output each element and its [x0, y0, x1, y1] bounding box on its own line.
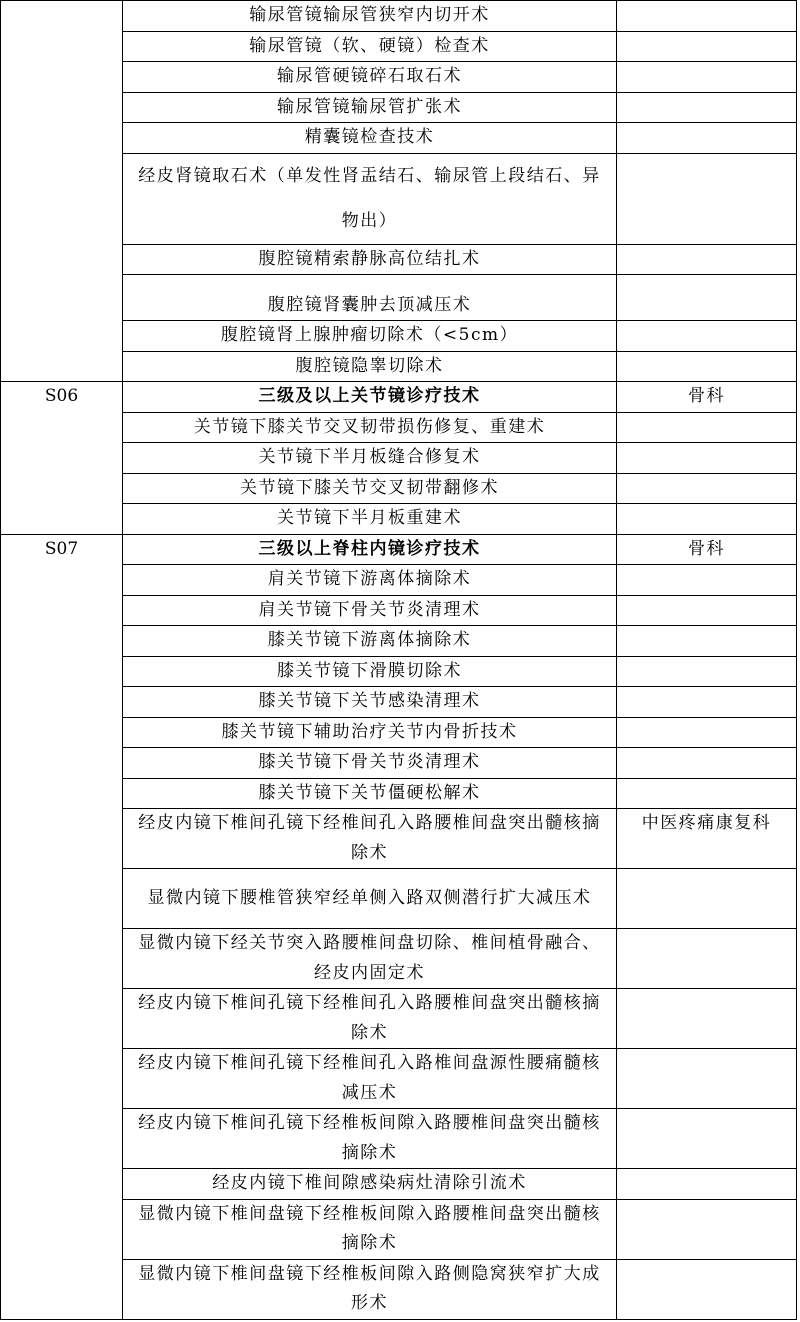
- procedure-name-cell: 腹腔镜肾上腺肿瘤切除术（<5cm）: [123, 321, 617, 352]
- department-cell: 骨科: [617, 534, 797, 565]
- department-cell: [617, 123, 797, 154]
- department-cell: [617, 748, 797, 779]
- procedure-name-cell: 经皮肾镜取石术（单发性肾盂结石、输尿管上段结石、异物出）: [123, 153, 617, 244]
- procedure-name-cell: 输尿管硬镜碎石取石术: [123, 62, 617, 93]
- procedure-name-cell: 关节镜下半月板缝合修复术: [123, 443, 617, 474]
- department-cell: [617, 1259, 797, 1319]
- procedure-name-cell: 膝关节镜下骨关节炎清理术: [123, 748, 617, 779]
- department-cell: [617, 989, 797, 1049]
- department-cell: [617, 504, 797, 535]
- procedure-name-cell: 关节镜下膝关节交叉韧带损伤修复、重建术: [123, 412, 617, 443]
- department-cell: 中医疼痛康复科: [617, 809, 797, 869]
- procedure-name-cell: 关节镜下膝关节交叉韧带翻修术: [123, 473, 617, 504]
- table-row: [1, 382, 797, 413]
- department-cell: [617, 275, 797, 321]
- procedure-name-cell: 输尿管镜（软、硬镜）检查术: [123, 31, 617, 62]
- department-cell: [617, 244, 797, 275]
- procedure-name-cell: 经皮内镜下椎间孔镜下经椎间孔入路椎间盘源性腰痛髓核减压术: [123, 1049, 617, 1109]
- department-cell: [617, 153, 797, 244]
- procedure-name-cell: 显微内镜下腰椎管狭窄经单侧入路双侧潜行扩大减压术: [123, 869, 617, 929]
- procedure-name-cell: 膝关节镜下关节感染清理术: [123, 687, 617, 718]
- code-cell: [1, 1, 123, 382]
- procedure-name-cell: 三级以上脊柱内镜诊疗技术: [123, 534, 617, 565]
- procedure-name-cell: 显微内镜下椎间盘镜下经椎板间隙入路侧隐窝狭窄扩大成形术: [123, 1259, 617, 1319]
- procedure-name-cell: 腹腔镜隐睾切除术: [123, 351, 617, 382]
- department-cell: [617, 443, 797, 474]
- department-cell: [617, 92, 797, 123]
- department-cell: [617, 717, 797, 748]
- table-row: [1, 1, 797, 32]
- department-cell: [617, 351, 797, 382]
- department-cell: [617, 1, 797, 32]
- department-cell: [617, 412, 797, 443]
- department-cell: [617, 595, 797, 626]
- department-cell: [617, 687, 797, 718]
- department-cell: [617, 929, 797, 989]
- procedure-name-cell: 腹腔镜肾囊肿去顶减压术: [123, 275, 617, 321]
- department-cell: [617, 62, 797, 93]
- code-cell: S07: [1, 534, 123, 1319]
- table-row: [1, 534, 797, 565]
- department-cell: [617, 31, 797, 62]
- procedure-table-body: [1, 1, 797, 1320]
- procedure-name-cell: 输尿管镜输尿管扩张术: [123, 92, 617, 123]
- department-cell: [617, 626, 797, 657]
- procedure-name-cell: 膝关节镜下关节僵硬松解术: [123, 778, 617, 809]
- department-cell: [617, 565, 797, 596]
- procedure-name-cell: 经皮内镜下椎间隙感染病灶清除引流术: [123, 1169, 617, 1200]
- procedure-name-cell: 经皮内镜下椎间孔镜下经椎间孔入路腰椎间盘突出髓核摘除术: [123, 989, 617, 1049]
- code-cell: S06: [1, 382, 123, 535]
- procedure-name-cell: 膝关节镜下辅助治疗关节内骨折技术: [123, 717, 617, 748]
- procedure-name-cell: 三级及以上关节镜诊疗技术: [123, 382, 617, 413]
- procedure-name-cell: 经皮内镜下椎间孔镜下经椎间孔入路腰椎间盘突出髓核摘除术: [123, 809, 617, 869]
- procedure-name-cell: 精囊镜检查技术: [123, 123, 617, 154]
- department-cell: [617, 321, 797, 352]
- procedure-name-cell: 显微内镜下椎间盘镜下经椎板间隙入路腰椎间盘突出髓核摘除术: [123, 1199, 617, 1259]
- department-cell: [617, 869, 797, 929]
- procedure-name-cell: 腹腔镜精索静脉高位结扎术: [123, 244, 617, 275]
- department-cell: [617, 1109, 797, 1169]
- department-cell: [617, 473, 797, 504]
- department-cell: [617, 656, 797, 687]
- procedure-name-cell: 关节镜下半月板重建术: [123, 504, 617, 535]
- procedure-name-cell: 膝关节镜下滑膜切除术: [123, 656, 617, 687]
- department-cell: [617, 1199, 797, 1259]
- procedure-name-cell: 肩关节镜下游离体摘除术: [123, 565, 617, 596]
- procedure-name-cell: 输尿管镜输尿管狭窄内切开术: [123, 1, 617, 32]
- department-cell: [617, 778, 797, 809]
- department-cell: [617, 1049, 797, 1109]
- procedure-name-cell: 肩关节镜下骨关节炎清理术: [123, 595, 617, 626]
- procedure-name-cell: 经皮内镜下椎间孔镜下经椎板间隙入路腰椎间盘突出髓核摘除术: [123, 1109, 617, 1169]
- procedure-name-cell: 膝关节镜下游离体摘除术: [123, 626, 617, 657]
- department-cell: 骨科: [617, 382, 797, 413]
- department-cell: [617, 1169, 797, 1200]
- procedure-name-cell: 显微内镜下经关节突入路腰椎间盘切除、椎间植骨融合、经皮内固定术: [123, 929, 617, 989]
